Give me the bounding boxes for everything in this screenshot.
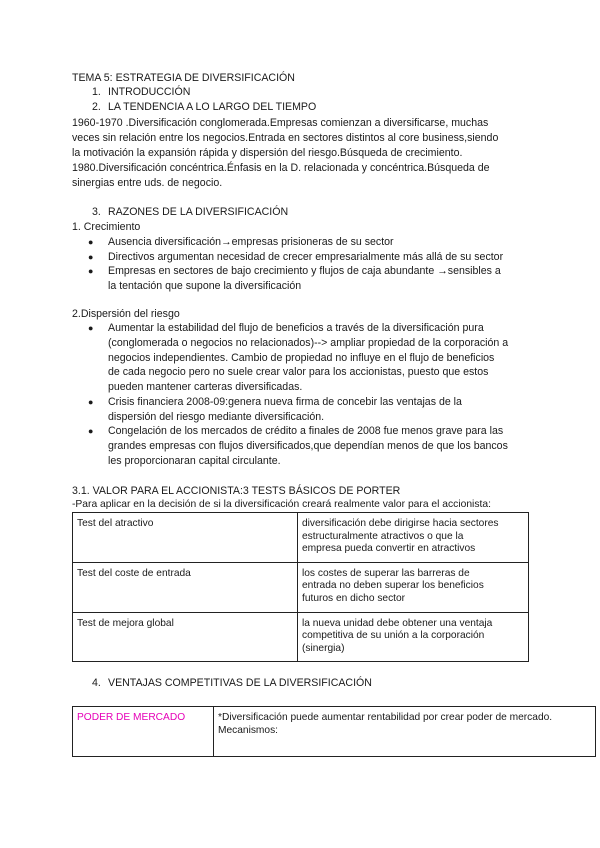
text-line: *Diversificación puede aumentar rentabilidad por crear poder de mercado. — [218, 712, 553, 723]
test-name-cell: Test de mejora global — [73, 612, 298, 662]
table-row — [73, 562, 529, 612]
bullet-icon: ● — [88, 323, 94, 333]
section-4-number: 4. — [92, 677, 101, 689]
subheading-dispersion: 2.Dispersión del riesgo — [72, 308, 180, 320]
text-line: sinergias entre uds. de negocio. — [72, 177, 223, 189]
advantage-name-cell: PODER DE MERCADO — [73, 707, 214, 757]
bullet-icon: ● — [88, 252, 94, 262]
text-line: de cada negocio pero no suele crear valor para los accionistas, puesto que estos — [108, 366, 489, 379]
bullet-text — [108, 321, 538, 395]
text-line: Directivos argumentan necesidad de crecer empresarialmente más allá de su sector — [108, 251, 504, 263]
section-3-heading: RAZONES DE LA DIVERSIFICACIÓN — [108, 206, 289, 218]
text-line: los costes de superar las barreras de — [302, 567, 470, 579]
section-4-heading: VENTAJAS COMPETITIVAS DE LA DIVERSIFICACIÓN — [108, 677, 372, 689]
bullet-icon: ● — [88, 266, 94, 276]
advantage-description-cell — [214, 707, 596, 757]
text-line: (conglomerada o negocios no relacionados)--> ampliar propiedad de la corporación a — [108, 336, 509, 349]
bullet-icon: ● — [88, 237, 94, 247]
section-3-number: 3. — [92, 206, 101, 218]
text-line: la motivación la expansión rápida y dispersión del riesgo.Búsqueda de crecimiento. — [72, 147, 463, 159]
text-line: (sinergia) — [302, 642, 345, 654]
text-line: la nueva unidad debe obtener una ventaja — [302, 617, 493, 629]
text-line: negocios independientes. Cambio de propiedad no influye en el flujo de beneficios — [108, 351, 495, 364]
text-line: futuros en dicho sector — [302, 592, 406, 604]
bullet-text — [108, 264, 538, 294]
bullet-icon: ● — [88, 426, 94, 436]
document-title: TEMA 5: ESTRATEGIA DE DIVERSIFICACIÓN — [72, 72, 295, 84]
text-line: competitiva de su unión a la corporación — [302, 630, 485, 642]
bullet-text — [108, 235, 538, 250]
section-3-1-heading: 3.1. VALOR PARA EL ACCIONISTA:3 TESTS BÁSICOS DE PORTER — [72, 485, 401, 497]
text-line: 1980.Diversificación concéntrica.Énfasis en la D. relacionada y concéntrica.Búsqueda de — [72, 162, 490, 174]
text-line: Congelación de los mercados de crédito a finales de 2008 fue menos grave para las — [108, 425, 504, 437]
test-description-cell — [298, 562, 529, 612]
text-line: Crisis financiera 2008-09:genera nueva firma de concebir las ventajas de la — [108, 396, 462, 408]
section-2-number: 2. — [92, 101, 101, 113]
bullet-text — [108, 395, 538, 425]
test-description-cell — [298, 513, 529, 563]
text-line: empresa pueda convertir en atractivos — [302, 543, 476, 555]
bullet-text — [108, 424, 538, 468]
subheading-crecimiento: 1. Crecimiento — [72, 221, 141, 233]
text-line: Mecanismos: — [218, 724, 279, 736]
competitive-advantages-table — [72, 706, 596, 757]
text-line: la tentación que supone la diversificación — [108, 279, 302, 292]
text-line: 1960-1970 .Diversificación conglomerada.Empresas comienzan a diversificarse, muchas — [72, 117, 489, 129]
section-3-1-intro: -Para aplicar en la decisión de si la diversificación creará realmente valor para el accionista: — [72, 499, 491, 510]
table-row — [73, 707, 596, 757]
porter-tests-table — [72, 512, 529, 662]
test-name-cell: Test del coste de entrada — [73, 562, 298, 612]
test-description-cell — [298, 612, 529, 662]
text-line: entrada no deben superar los beneficios — [302, 580, 484, 592]
bullet-text — [108, 250, 538, 265]
text-line: diversificación debe dirigirse hacia sectores — [302, 518, 499, 529]
text-line: Ausencia diversificación→empresas prisioneras de su sector — [108, 236, 394, 248]
text-line: grandes empresas con flujos diversificados,que dependían menos de que los bancos — [108, 439, 508, 452]
test-name-cell: Test del atractivo — [73, 513, 298, 563]
section-1-heading: INTRODUCCIÓN — [108, 86, 191, 98]
bullet-icon: ● — [88, 397, 94, 407]
text-line: pueden mantener carteras diversificadas. — [108, 381, 303, 394]
section-1-number: 1. — [92, 86, 101, 98]
table-row — [73, 612, 529, 662]
section-2-heading: LA TENDENCIA A LO LARGO DEL TIEMPO — [108, 101, 317, 113]
text-line: Aumentar la estabilidad del flujo de beneficios a través de la diversificación pura — [108, 322, 484, 334]
text-line: veces sin relación entre los negocios.Entrada en sectores distintos al core business,siendo — [72, 132, 499, 144]
text-line: dispersión del riesgo mediante diversificación. — [108, 410, 325, 423]
text-line: les proporcionaran capital circulante. — [108, 454, 281, 467]
table-row — [73, 513, 529, 563]
text-line: Empresas en sectores de bajo crecimiento y flujos de caja abundante →sensibles a — [108, 265, 501, 277]
text-line: estructuralmente atractivos o que la — [302, 530, 464, 542]
